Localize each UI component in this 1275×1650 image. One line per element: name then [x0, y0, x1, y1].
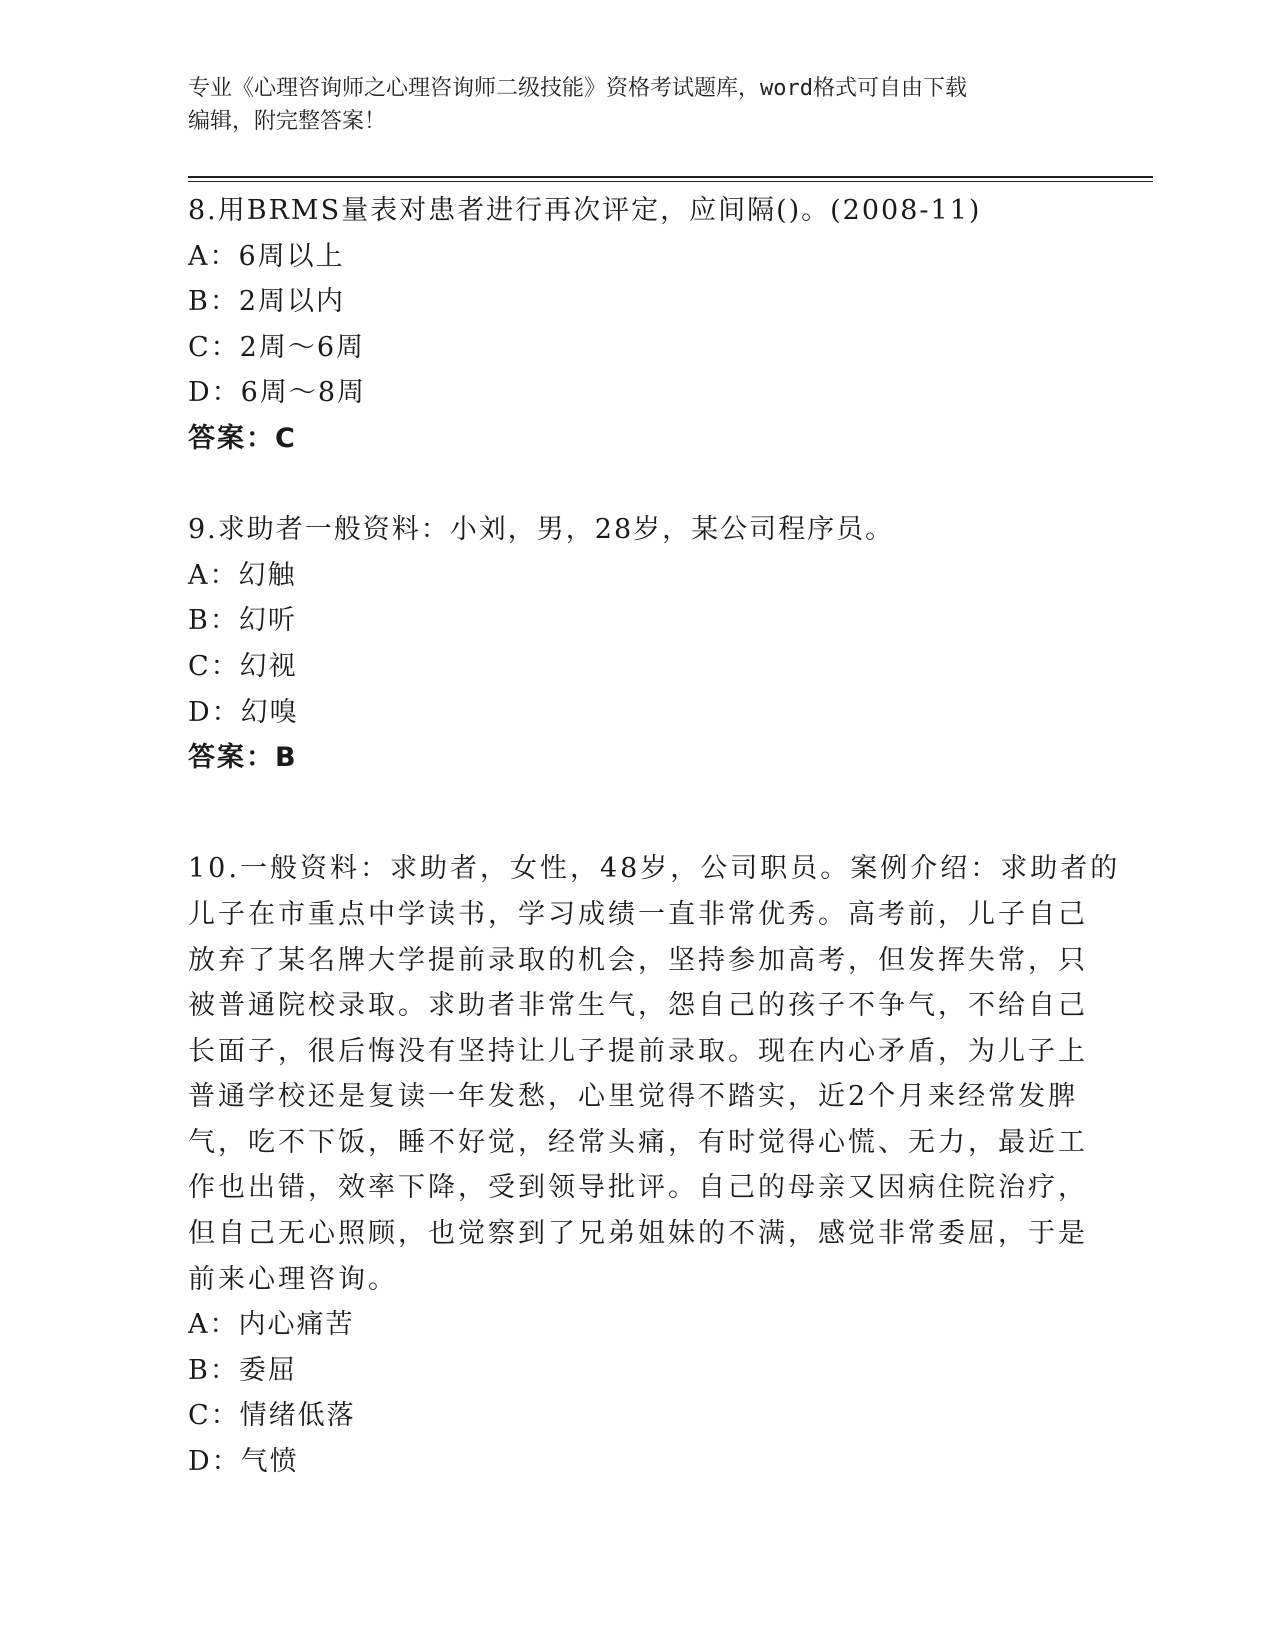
question-stem-line: 前来心理咨询。 — [188, 1263, 398, 1295]
option-d: D：气愤 — [188, 1446, 299, 1478]
question-stem-line: 气，吃不下饭，睡不好觉，经常头痛，有时觉得心慌、无力，最近工 — [188, 1126, 1088, 1158]
question-stem-line: 普通学校还是复读一年发愁，心里觉得不踏实，近2个月来经常发脾 — [188, 1081, 1079, 1113]
answer: 答案：B — [188, 742, 298, 774]
option-d: D：幻嗅 — [188, 696, 299, 728]
option-c: C：2周～6周 — [188, 331, 366, 363]
option-c: C：幻视 — [188, 650, 298, 682]
question-stem: 8.用BRMS量表对患者进行再次评定，应间隔()。(2008-11) — [188, 195, 982, 226]
option-a: A：6周以上 — [188, 240, 345, 272]
spacer — [188, 462, 1088, 508]
option-b: B：幻听 — [188, 605, 297, 637]
option-a: A：幻触 — [188, 559, 297, 591]
header-divider-thick — [188, 176, 1153, 178]
option-b: B：委屈 — [188, 1354, 297, 1386]
question-stem-line: 10.一般资料：求助者，女性，48岁，公司职员。案例介绍：求助者的 — [188, 853, 1121, 885]
question-stem-line: 长面子，很后悔没有坚持让儿子提前录取。现在内心矛盾，为儿子上 — [188, 1035, 1088, 1067]
header-line-1: 专业《心理咨询师之心理咨询师二级技能》资格考试题库，word格式可自由下载 — [188, 76, 967, 101]
document-header — [188, 72, 1068, 138]
question-stem-line: 放弃了某名牌大学提前录取的机会，坚持参加高考，但发挥失常，只 — [188, 944, 1088, 976]
spacer — [188, 826, 1088, 846]
option-b: B：2周以内 — [188, 286, 346, 318]
option-a: A：内心痛苦 — [188, 1309, 355, 1341]
question-stem-line: 但自己无心照顾，也觉察到了兄弟姐妹的不满，感觉非常委屈，于是 — [188, 1218, 1088, 1250]
spacer — [188, 781, 1088, 827]
answer: 答案：C — [188, 422, 297, 454]
question-stem-line: 作也出错，效率下降，受到领导批评。自己的母亲又因病住院治疗， — [188, 1172, 1088, 1204]
question-9 — [188, 507, 1088, 781]
question-list — [188, 188, 1121, 1485]
question-stem-line: 被普通院校录取。求助者非常生气，怨自己的孩子不争气，不给自己 — [188, 990, 1088, 1022]
option-c: C：情绪低落 — [188, 1400, 356, 1432]
question-10 — [188, 846, 1121, 1484]
question-8 — [188, 188, 1088, 462]
question-stem: 9.求助者一般资料：小刘，男，28岁，某公司程序员。 — [188, 514, 895, 546]
question-stem-line: 儿子在市重点中学读书，学习成绩一直非常优秀。高考前，儿子自己 — [188, 898, 1088, 930]
header-line-2: 编辑，附完整答案！ — [188, 109, 387, 134]
header-divider-thin — [188, 181, 1153, 182]
option-d: D：6周～8周 — [188, 377, 367, 409]
